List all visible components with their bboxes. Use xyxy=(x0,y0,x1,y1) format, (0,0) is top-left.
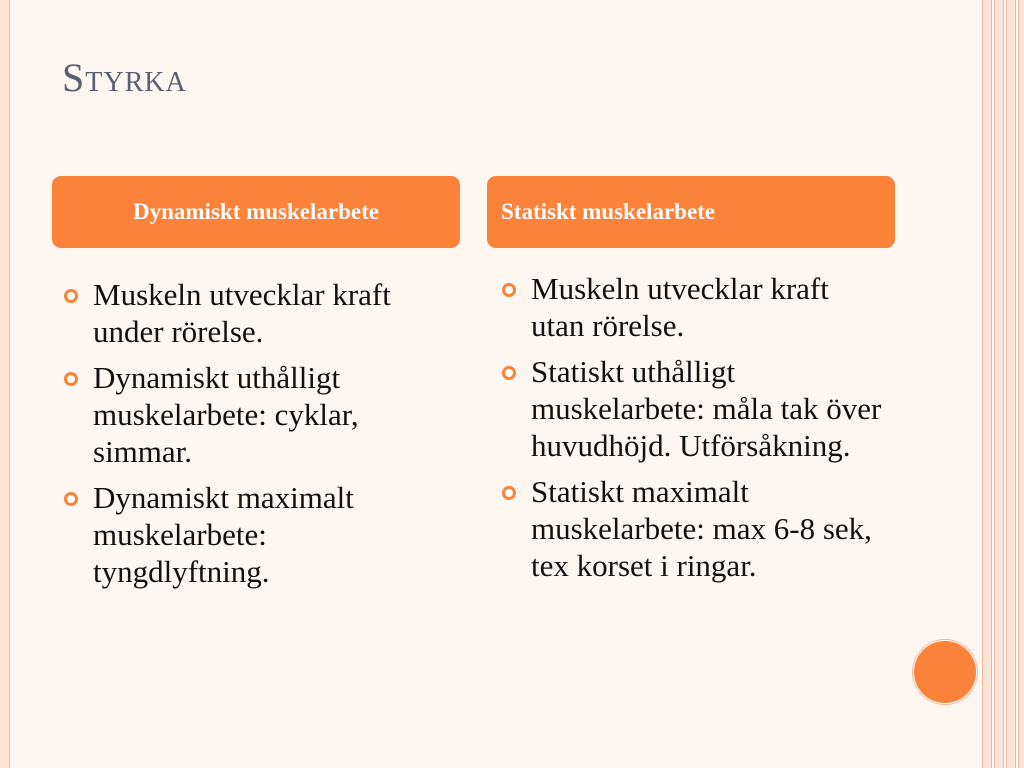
bullet-list-dynamic xyxy=(64,276,449,599)
list-item xyxy=(64,479,449,590)
list-item xyxy=(502,353,887,464)
bullet-circle-icon xyxy=(502,283,516,297)
list-item-text: Dynamiskt maximalt muskelarbete: tyngdlyftning. xyxy=(93,480,354,589)
bullet-circle-icon xyxy=(502,366,516,380)
slide-title: Styrka xyxy=(62,55,187,100)
bullet-circle-icon xyxy=(502,486,516,500)
bullet-list-static xyxy=(502,270,887,593)
list-item-text: Statiskt maximalt muskelarbete: max 6-8 sek, tex korset i ringar. xyxy=(531,474,872,583)
decorative-circle-icon xyxy=(913,640,977,704)
bullet-circle-icon xyxy=(64,289,78,303)
list-item-text: Dynamiskt uthålligt muskelarbete: cyklar, simmar. xyxy=(93,360,359,469)
bullet-circle-icon xyxy=(64,372,78,386)
column-header-dynamic: Dynamiskt muskelarbete xyxy=(52,176,460,248)
list-item-text: Muskeln utvecklar kraft under rörelse. xyxy=(93,277,391,349)
bullet-circle-icon xyxy=(64,492,78,506)
list-item xyxy=(64,276,449,350)
list-item xyxy=(502,473,887,584)
list-item-text: Muskeln utvecklar kraft utan rörelse. xyxy=(531,271,829,343)
decorative-right-stripe xyxy=(1018,0,1024,768)
list-item-text: Statiskt uthålligt muskelarbete: måla tak över huvudhöjd. Utförsåkning. xyxy=(531,354,882,463)
decorative-right-stripe xyxy=(1006,0,1016,768)
decorative-right-stripe xyxy=(994,0,1004,768)
decorative-right-stripe xyxy=(982,0,992,768)
list-item xyxy=(502,270,887,344)
decorative-left-stripe xyxy=(0,0,10,768)
column-header-static: Statiskt muskelarbete xyxy=(487,176,895,248)
list-item xyxy=(64,359,449,470)
